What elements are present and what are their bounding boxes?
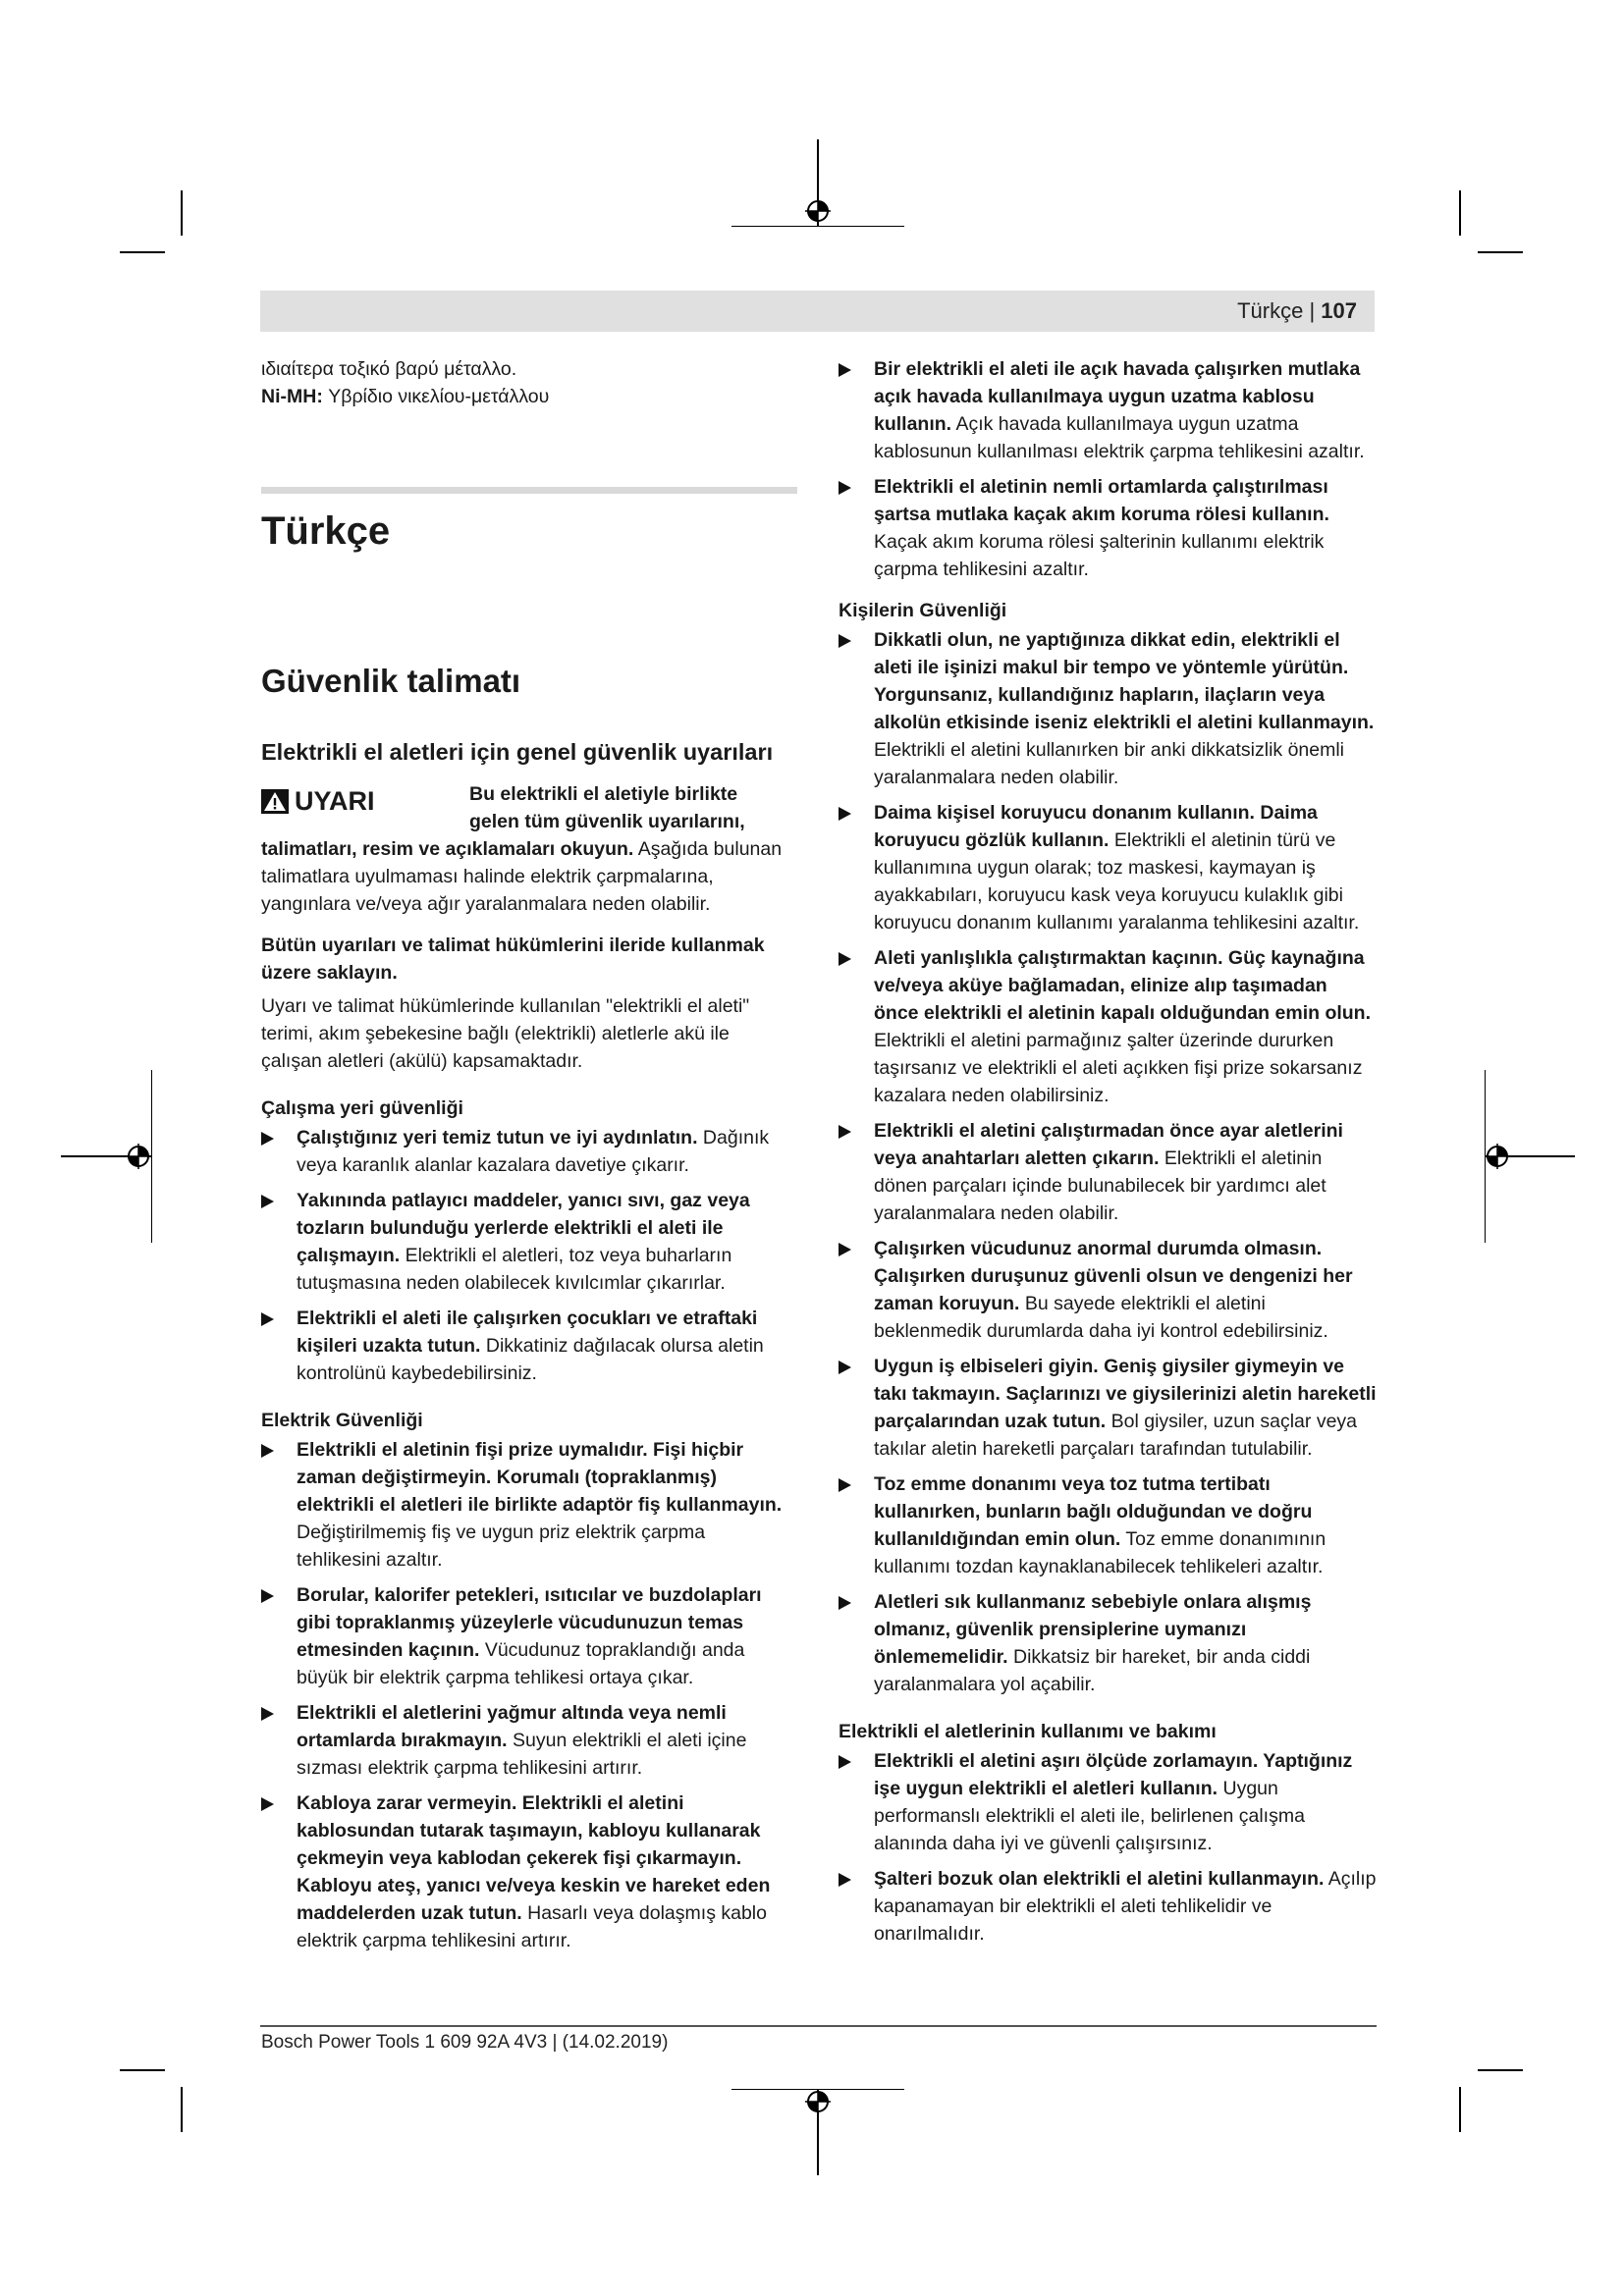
bullet-arrow-icon [839,634,851,648]
bullet-arrow-icon [261,1444,274,1458]
registration-target-icon [1485,1144,1510,1169]
registration-target-icon [126,1144,151,1169]
list-item: Elektrikli el aleti ile çalışırken çocukları ve etraftaki kişileri uzakta tutun. Dikkatiniz dağılacak olursa aletin kontrolünü kaybedebilirsiniz. [261,1305,791,1387]
crop-mark [1459,2087,1461,2132]
crop-mark [1459,190,1461,236]
bullet-arrow-icon [839,1873,851,1887]
page-number: 107 [1321,298,1357,323]
warning-side-text: Bu elektrikli el aletiyle birlikte gelen tüm güvenlik uyarılarını, [469,783,745,832]
personal-safety-title: Kişilerin Güvenliği [839,600,1007,621]
tool-use-care-list [839,1747,1377,1948]
list-item: Yakınında patlayıcı maddeler, yanıcı sıvı, gaz veya tozların bulunduğu yerlerde elektrikli el aleti ile çalışmayın. Elektrikli el aletleri, toz veya buharların tutuşmasına neden olabilecek kıvılcımlar çıkarırlar. [261,1187,791,1297]
list-item: Elektrikli el aletinin nemli ortamlarda çalıştırılması şartsa mutlaka kaçak akım koruma rölesi kullanın. Kaçak akım koruma rölesi şalterinin kullanımı elektrik çarpma tehlikesini azaltır. [839,473,1377,583]
left-column [261,355,791,1962]
list-item: Çalışırken vücudunuz anormal durumda olmasın. Çalışırken duruşunuz güvenli olsun ve dengenizi her zaman koruyun. Bu sayede elektrikli el aletini beklenmedik durumlarda daha iyi kontrol edebilirsiniz. [839,1235,1377,1345]
bullet-arrow-icon [839,1125,851,1139]
bullet-arrow-icon [839,363,851,377]
warning-label: UYARI [261,780,469,835]
registration-line [731,226,904,227]
footer-rule [260,2025,1377,2027]
warning-triangle-icon [261,789,289,814]
electrical-safety-list-cont [839,355,1377,583]
greek-line: Ni-MH: Υβρίδιο νικελίου-μετάλλου [261,386,550,407]
list-item: Toz emme donanımı veya toz tutma tertibatı kullanırken, bunların bağlı olduğundan ve doğru kullanıldığından emin olun. Toz emme donanımının kullanımı tozdan kaynaklanabilecek tehlikeleri azaltır. [839,1470,1377,1580]
registration-target-icon [805,2089,831,2114]
bullet-arrow-icon [261,1132,274,1146]
bullet-arrow-icon [839,807,851,821]
bullet-arrow-icon [261,1589,274,1603]
crop-mark [120,251,165,253]
work-area-title: Çalışma yeri güvenliği [261,1097,463,1119]
subsection-title: Elektrikli el aletleri için genel güvenlik uyarıları [261,739,774,765]
list-item: Elektrikli el aletini çalıştırmadan önce ayar aletlerini veya anahtarları aletten çıkarın. Elektrikli el aletinin dönen parçaları içinde bulunabilecek bir yardımcı alet yaralanmalara neden olabilir. [839,1117,1377,1227]
list-item: Borular, kalorifer petekleri, ısıtıcılar ve buzdolapları gibi topraklanmış yüzeylerle vücudunuzun temas etmesinden kaçının. Vücudunuz topraklandığı anda büyük bir elektrik çarpma tehlikesi ortaya çıkar. [261,1581,791,1691]
list-item: Daima kişisel koruyucu donanım kullanın. Daima koruyucu gözlük kullanın. Elektrikli el aletinin türü ve kullanımına uygun olarak; toz maskesi, kaymayan iş ayakkabıları, koruyucu kask veya koruyucu kulaklık gibi koruyucu donanım kullanımı yaralanma tehlikesini azaltır. [839,799,1377,936]
list-item: Elektrikli el aletlerini yağmur altında veya nemli ortamlarda bırakmayın. Suyun elektrikli el aleti içine sızması elektrik çarpma tehlikesini artırır. [261,1699,791,1782]
list-item: Aleti yanlışlıkla çalıştırmaktan kaçının. Güç kaynağına ve/veya aküye bağlamadan, elinize alıp taşımadan önce elektrikli el aletinin kapalı olduğundan emin olun. Elektrikli el aletini parmağınız şalter üzerinde dururken taşırsanız ve elektrikli el aleti açıkken fişi prize sokarsanız kazalara neden olabilirsiniz. [839,944,1377,1109]
warning-continuation: talimatları, resim ve açıklamaları okuyun. Aşağıda bulunan talimatlara uyulmaması halinde elektrik çarpmalarına, yangınlara ve/veya ağır yaralanmalara neden olabilir. [261,838,783,915]
page-header [260,291,1375,332]
term-definition-note: Uyarı ve talimat hükümlerinde kullanılan "elektrikli el aleti" terimi, akım şebekesine bağlı (elektrikli) aletlerle akü ile çalışan aletleri (akülü) kapsamaktadır. [261,995,750,1072]
bullet-arrow-icon [839,1596,851,1610]
crop-mark [1478,2069,1523,2071]
electrical-safety-list [261,1436,791,1954]
bullet-arrow-icon [839,1755,851,1769]
bullet-arrow-icon [839,952,851,966]
bullet-arrow-icon [261,1797,274,1811]
tool-use-care-title: Elektrikli el aletlerinin kullanımı ve bakımı [839,1721,1217,1742]
list-item: Bir elektrikli el aleti ile açık havada çalışırken mutlaka açık havada kullanılmaya uygun uzatma kablosu kullanın. Açık havada kullanılmaya uygun uzatma kablosunun kullanılması elektrik çarpma tehlikesini azaltır. [839,355,1377,465]
bullet-arrow-icon [839,1478,851,1492]
crop-mark [120,2069,165,2071]
header-language: Türkçe [1237,298,1304,323]
work-area-list [261,1124,791,1387]
bullet-arrow-icon [261,1707,274,1721]
electrical-safety-title: Elektrik Güvenliği [261,1410,423,1431]
bullet-arrow-icon [839,481,851,495]
right-column [839,355,1377,1955]
list-item: Şalteri bozuk olan elektrikli el aletini kullanmayın. Açılıp kapanamayan bir elektrikli el aleti tehlikelidir ve onarılmalıdır. [839,1865,1377,1948]
list-item: Aletleri sık kullanmanız sebebiyle onlara alışmış olmanız, güvenlik prensiplerine uymanızı önlememelidir. Dikkatsiz bir hareket, bir anda ciddi yaralanmalara yol açabilir. [839,1588,1377,1698]
footer-text: Bosch Power Tools 1 609 92A 4V3 | (14.02.2019) [261,2032,669,2053]
save-instructions-note: Bütün uyarıları ve talimat hükümlerini ileride kullanmak üzere saklayın. [261,934,765,984]
section-title: Güvenlik talimatı [261,663,521,699]
bullet-arrow-icon [261,1195,274,1208]
bullet-arrow-icon [839,1243,851,1256]
bullet-arrow-icon [261,1312,274,1326]
list-item: Dikkatli olun, ne yaptığınıza dikkat edin, elektrikli el aleti ile işinizi makul bir tempo ve yöntemle yürütün. Yorgunsanız, kullandığınız hapların, ilaçların veya alkolün etkisinde iseniz elektrikli el aletini kullanmayın. Elektrikli el aletini kullanırken bir anki dikkatsizlik önemli yaralanmalara neden olabilir. [839,626,1377,791]
header-text: Türkçe | 107 [1237,298,1357,323]
warning-block [261,780,791,835]
list-item: Kabloya zarar vermeyin. Elektrikli el aletini kablosundan tutarak taşımayın, kabloyu kullanarak çekmeyin veya kablodan çekerek fişi çıkarmayın. Kabloyu ateş, yanıcı ve/veya keskin ve hareket eden maddelerden uzak tutun. Hasarlı veya dolaşmış kablo elektrik çarpma tehlikesini artırır. [261,1789,791,1954]
section-divider [261,487,797,494]
language-title: Türkçe [261,509,391,553]
list-item: Elektrikli el aletinin fişi prize uymalıdır. Fişi hiçbir zaman değiştirmeyin. Korumalı (topraklanmış) elektrikli el aletleri ile birlikte adaptör fiş kullanmayın. Değiştirilmemiş fiş ve uygun priz elektrik çarpma tehlikesini azaltır. [261,1436,791,1574]
list-item: Elektrikli el aletini aşırı ölçüde zorlamayın. Yaptığınız işe uygun elektrikli el aletleri kullanın. Uygun performanslı elektrikli el aleti ile, belirlenen çalışma alanında daha iyi ve güvenli çalışırsınız. [839,1747,1377,1857]
registration-target-icon [805,198,831,224]
crop-mark [181,190,183,236]
greek-line: ιδιαίτερα τοξικό βαρύ μέταλλο. [261,358,517,380]
crop-mark [181,2087,183,2132]
list-item: Çalıştığınız yeri temiz tutun ve iyi aydınlatın. Dağınık veya karanlık alanlar kazalara davetiye çıkarır. [261,1124,791,1179]
personal-safety-list [839,626,1377,1698]
bullet-arrow-icon [839,1361,851,1374]
registration-line [151,1070,152,1243]
list-item: Uygun iş elbiseleri giyin. Geniş giysiler giymeyin ve takı takmayın. Saçlarınızı ve giysilerinizi aletin hareketli parçalarından uzak tutun. Bol giysiler, uzun saçlar veya takılar aletin hareketli parçaları tarafından tutulabilir. [839,1353,1377,1463]
crop-mark [1478,251,1523,253]
